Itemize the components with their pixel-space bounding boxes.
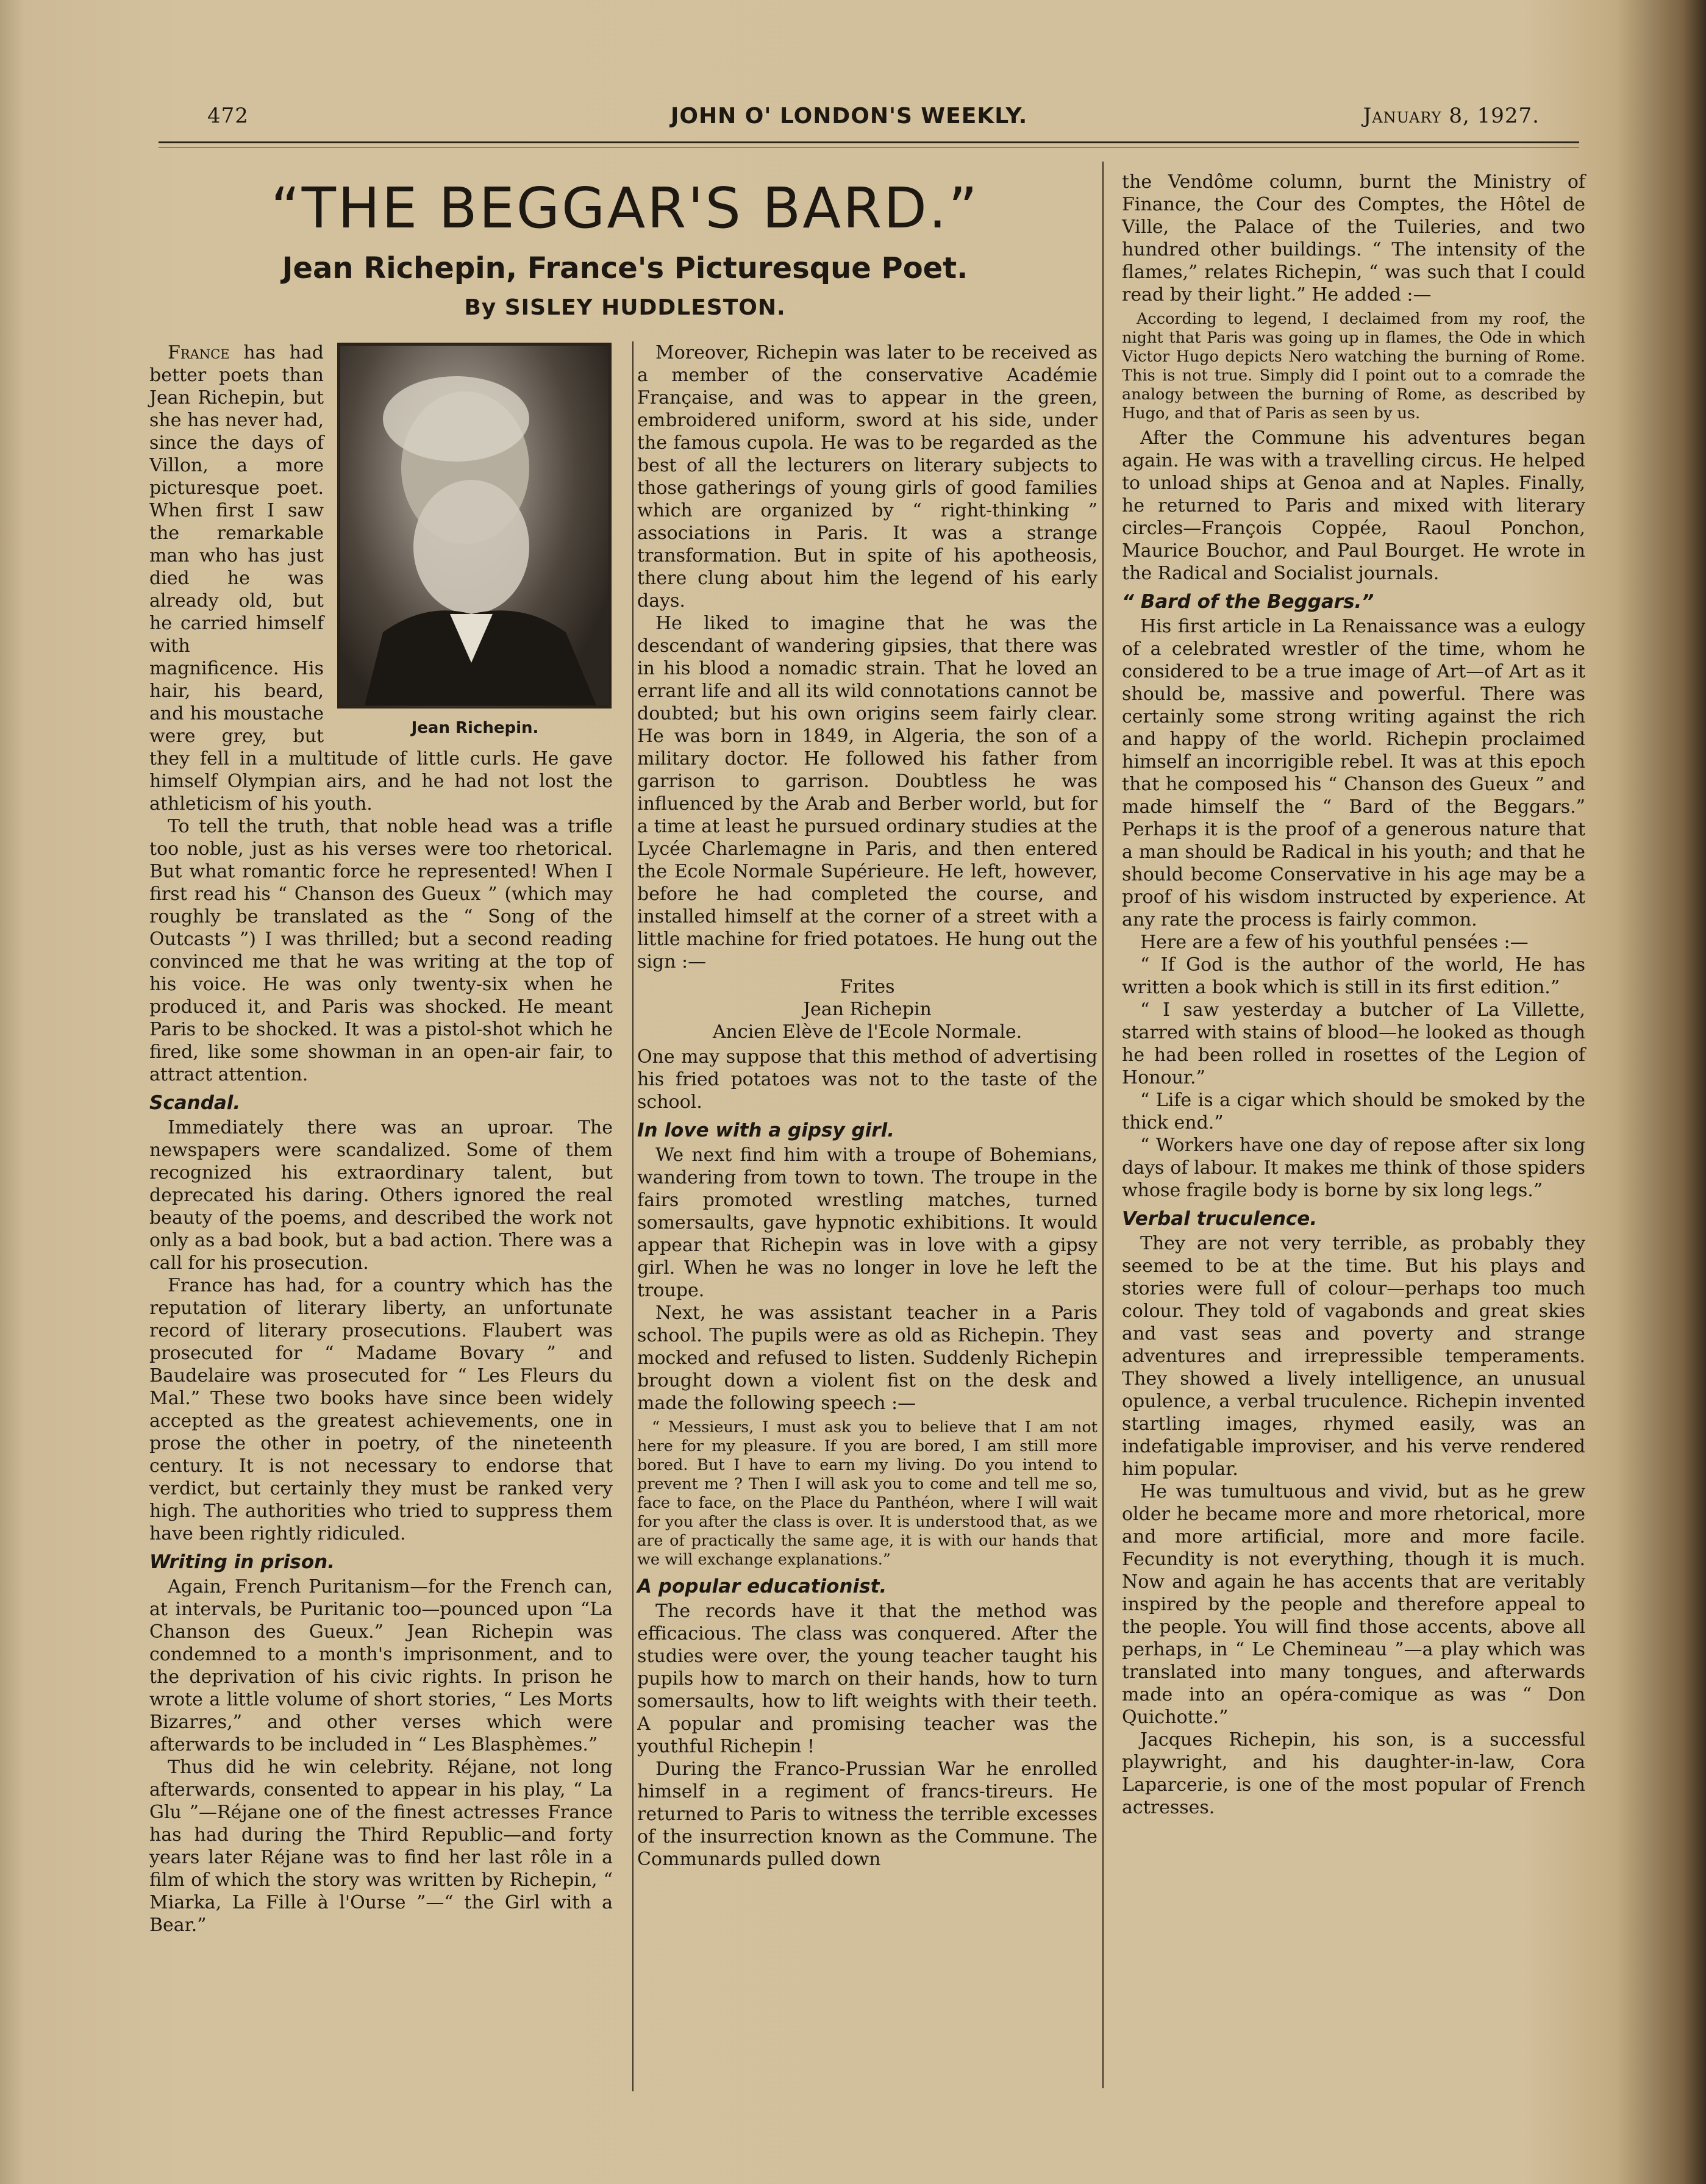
portrait-caption: Jean Richepin. <box>411 719 539 737</box>
paragraph: Here are a few of his youthful pensées :— <box>1140 932 1529 953</box>
section-heading: Verbal truculence. <box>1122 1208 1318 1230</box>
header-rule <box>159 141 1579 143</box>
column-3 <box>1122 171 1585 1819</box>
paragraph: Jacques Richepin, his son, is a successful playwright, and his daughter-in-law, Cora Laparcerie, is one of the most popular of French actresses. <box>1122 1729 1585 1818</box>
paragraph: the Vendôme column, burnt the Ministry of Finance, the Cour des Comptes, the Hôtel de Ville, the Palace of the Tuileries, and two hundred other buildings. “ The intensity of the flames,” relates Richepin, “ was such that I could read by their light.” He added :— <box>1122 171 1585 305</box>
dropcap-word: France <box>168 342 230 363</box>
column-2 <box>637 341 1097 1871</box>
paragraph: Again, French Puritanism—for the French can, at intervals, be Puritanic too—pounced upon “La Chanson des Gueux.” Jean Richepin was condemned to a month's imprisonment, and to the deprivation of his civic rights. In prison he wrote a little volume of short stories, “ Les Morts Bizarres,” and other verses which were afterwards to be included in “ Les Blasphèmes.” <box>149 1576 613 1755</box>
section-heading: “ Bard of the Beggars.” <box>1122 591 1374 613</box>
quotation: According to legend, I declaimed from my roof, the night that Paris was going up in flames, the Ode in which Victor Hugo depicts Nero watching the burning of Rome. This is not true. Simply did I point out to a comrade the analogy between the burning of Rome, as described by Hugo, and that of Paris as seen by us. <box>1122 310 1585 423</box>
shop-sign <box>637 976 1097 1043</box>
page-number: 472 <box>207 104 249 128</box>
paragraph: The records have it that the method was efficacious. The class was conquered. After the studies were over, the young teacher taught his pupils how to march on their hands, how to turn somersaults, how to lift weights with their teeth. A popular and promising teacher was the youthful Richepin ! <box>637 1601 1097 1757</box>
paragraph: “ I saw yesterday a butcher of La Villette, starred with stains of blood—he looked as though he had been rolled in rosettes of the Legion of Honour.” <box>1122 999 1585 1088</box>
sign-line: Frites <box>840 976 895 997</box>
paragraph: To tell the truth, that noble head was a trifle too noble, just as his verses were too rhetorical. But what romantic force he represented! When I first read his “ Chanson des Gueux ” (which may roughly be translated as the “ Song of the Outcasts ”) I was thrilled; but a second reading convinced me that he was writing at the top of his voice. He was only twenty-six when he produced it, and Paris was shocked. He meant Paris to be shocked. It was a pistol-shot which he fired, like some showman in an open-air fair, to attract attention. <box>149 816 613 1085</box>
paragraph: “ Life is a cigar which should be smoked by the thick end.” <box>1122 1090 1585 1133</box>
column-rule-right <box>1102 162 1104 2088</box>
column-1 <box>149 341 613 1936</box>
paragraph: Moreover, Richepin was later to be received as a member of the conservative Académie Française, and was to appear in the green, embroidered uniform, sword at his side, under the famous cupola. He was to be regarded as the best of all the lecturers on literary subjects to those gatherings of young girls of good families which are organized by “ right-thinking ” associations in Paris. It was a strange transformation. But in spite of his apotheosis, there clung about him the legend of his early days. <box>637 342 1097 612</box>
masthead: JOHN O' LONDON'S WEEKLY. <box>671 104 1028 129</box>
paragraph: He liked to imagine that he was the descendant of wandering gipsies, that there was in his blood a nomadic strain. That he loved an errant life and all its wild connotations cannot be doubted; but his own origins seem fairly clear. He was born in 1849, in Algeria, the son of a military doctor. He followed his father from garrison to garrison. Doubtless he was influenced by the Arab and Berber world, but for a time at least he pursued ordinary studies at the Lycée Charlemagne in Paris, and then entered the Ecole Normale Supérieure. He left, however, before he had completed the course, and installed himself at the corner of a street with a little machine for fried potatoes. He hung out the sign :— <box>637 613 1097 972</box>
article-title-block <box>159 177 1091 320</box>
portrait-photo <box>337 343 612 708</box>
subheadline: Jean Richepin, France's Picturesque Poet. <box>282 251 968 285</box>
section-heading: In love with a gipsy girl. <box>637 1119 894 1141</box>
paragraph: Immediately there was an uproar. The newspapers were scandalized. Some of them recognized his extraordinary talent, but deprecated his daring. Others ignored the real beauty of the poems, and described the work not only as a bad book, but a bad action. There was a call for his prosecution. <box>149 1117 613 1274</box>
column-rule-middle <box>632 341 634 2091</box>
sign-line: Jean Richepin <box>803 999 932 1020</box>
paragraph: “ If God is the author of the world, He has written a book which is still in its first edition.” <box>1122 954 1585 998</box>
portrait-figure <box>337 343 613 737</box>
paragraph: France has had better poets than Jean Richepin, but she has never had, since the days of Villon, a more picturesque poet. When first I saw the remarkable man who has just died he was already old, but he carried himself with magnificence. His hair, his beard, and his moustache were grey, but they fell in a multitude of little curls. He gave himself Olympian airs, and he had not lost the athleticism of his youth. <box>149 342 613 815</box>
paragraph: He was tumultuous and vivid, but as he grew older he became more and more rhetorical, more and more artificial, more and more facile. Fecundity is not everything, though it is much. Now and again he has accents that are veritably inspired by the people and therefore appeal to the people. You will find those accents, above all perhaps, in “ Le Chemineau ”—a play which was translated into many tongues, and afterwards made into an opéra-comique as was “ Don Quichotte.” <box>1122 1481 1585 1728</box>
issue-date: January 8, 1927. <box>1363 104 1540 128</box>
paragraph: His first article in La Renaissance was a eulogy of a celebrated wrestler of the time, whom he considered to be a true image of Art—of Art as it should be, massive and powerful. There was certainly some strong writing against the rich and happy of the world. Richepin proclaimed himself an incorrigible rebel. It was at this epoch that he composed his “ Chanson des Gueux ” and made himself the “ Bard of the Beggars.” Perhaps it is the proof of a generous nature that a man should be Radical in his youth; and that he should become Conservative in his age may be a proof of his wisdom instructed by experience. At any rate the process is fairly common. <box>1122 616 1585 930</box>
section-heading: Writing in prison. <box>149 1551 335 1573</box>
paragraph: “ Workers have one day of repose after six long days of labour. It makes me think of those spiders whose fragile body is borne by six long legs.” <box>1122 1135 1585 1201</box>
paragraph: After the Commune his adventures began again. He was with a travelling circus. He helped to unload ships at Genoa and at Naples. Finally, he returned to Paris and mixed with literary circles—François Coppée, Raoul Ponchon, Maurice Bouchor, and Paul Bourget. He wrote in the Radical and Socialist journals. <box>1122 427 1585 584</box>
paragraph: One may suppose that this method of advertising his fried potatoes was not to the taste of the school. <box>637 1046 1097 1113</box>
paragraph: Next, he was assistant teacher in a Paris school. The pupils were as old as Richepin. They mocked and refused to listen. Suddenly Richepin brought down a violent fist on the desk and made the following speech :— <box>637 1302 1097 1414</box>
paragraph: They are not very terrible, as probably they seemed to be at the time. But his plays and stories were full of colour—perhaps too much colour. They told of vagabonds and great skies and vast seas and poverty and strange adventures and irrepressible temperaments. They showed a lively intelligence, an unusual opulence, a verbal truculence. Richepin invented startling images, rhymed easily, was an indefatigable improviser, and his verve rendered him popular. <box>1122 1233 1585 1480</box>
paragraph: France has had, for a country which has the reputation of literary liberty, an unfortunate record of literary prosecutions. Flaubert was prosecuted for “ Madame Bovary ” and Baudelaire was prosecuted for “ Les Fleurs du Mal.” These two books have since been widely accepted as the greatest achievements, one in prose the other in poetry, of the nineteenth century. It is not necessary to endorse that verdict, but certainly they must be ranked very high. The authorities who tried to suppress them have been rightly ridiculed. <box>149 1275 613 1544</box>
paragraph: We next find him with a troupe of Bohemians, wandering from town to town. The troupe in the fairs promoted wrestling matches, turned somersaults, gave hypnotic exhibitions. It would appear that Richepin was in love with a gipsy girl. When he was no longer in love he left the troupe. <box>637 1144 1097 1301</box>
paragraph: During the Franco-Prussian War he enrolled himself in a regiment of francs-tireurs. He returned to Paris to witness the terrible excesses of the insurrection known as the Commune. The Communards pulled down <box>637 1758 1097 1870</box>
paragraph: Thus did he win celebrity. Réjane, not long afterwards, consented to appear in his play, “ La Glu ”—Réjane one of the finest actresses France has had during the Third Republic—and forty years later Réjane was to find her last rôle in a film of which the story was written by Richepin, “ Miarka, La Fille à l'Ourse ”—“ the Girl with a Bear.” <box>149 1757 613 1936</box>
byline: By SISLEY HUDDLESTON. <box>464 295 786 320</box>
running-head <box>155 104 1582 140</box>
headline: “THE BEGGAR'S BARD.” <box>271 176 979 241</box>
quotation: “ Messieurs, I must ask you to believe that I am not here for my pleasure. If you are bored, I am still more bored. But I have to earn my living. Do you intend to prevent me ? Then I will ask you to come and tell me so, face to face, on the Place du Panthéon, where I will wait for you after the class is over. It is understood that, as we are of practically the same age, it is with our hands that we will exchange explanations.” <box>637 1418 1097 1569</box>
section-heading: Scandal. <box>149 1092 241 1114</box>
sign-line: Ancien Elève de l'Ecole Normale. <box>712 1021 1023 1043</box>
section-heading: A popular educationist. <box>637 1576 887 1597</box>
portrait-illustration <box>340 346 609 705</box>
